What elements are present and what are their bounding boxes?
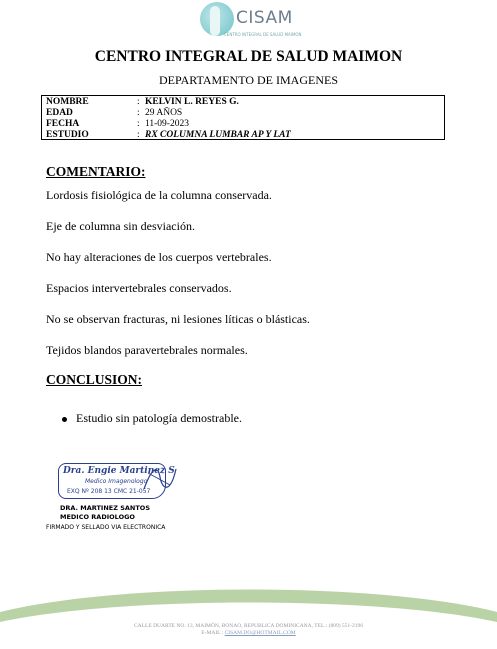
patient-key: NOMBRE <box>46 97 89 107</box>
patient-value: 11-09-2023 <box>145 119 189 129</box>
patient-value: 29 AÑOS <box>145 108 183 118</box>
footer-email-line <box>0 630 497 636</box>
cisam-logo <box>196 2 306 44</box>
comment-line: Espacios intervertebrales conservados. <box>46 281 232 295</box>
signature-stamp <box>52 459 180 501</box>
patient-separator: : <box>137 97 140 107</box>
stamp-line-ids: EXQ Nº 208 13 CMC 21-057 <box>67 488 151 495</box>
stamp-line-role: Medico Imagenologo <box>85 478 148 485</box>
conclusion-text: Estudio sin patología demostrable. <box>76 411 242 425</box>
bullet-dot-icon <box>62 417 67 422</box>
comment-line: Lordosis fisiológica de la columna conservada. <box>46 188 272 202</box>
signature-role: MEDICO RADIOLOGO <box>60 513 135 521</box>
footer-email-label: E-MAIL : <box>201 630 225 636</box>
stamp-line-name: Dra. Engie Martinez S <box>63 466 175 476</box>
department-name: DEPARTAMENTO DE IMAGENES <box>159 73 338 87</box>
patient-separator: : <box>137 130 140 140</box>
footer-email-link[interactable]: CISAM.DO@HOTMAIL.COM <box>224 630 296 636</box>
signature-name: DRA. MARTINEZ SANTOS <box>60 504 150 512</box>
comment-heading: COMENTARIO: <box>46 164 146 179</box>
logo-figure-icon <box>210 6 220 36</box>
patient-value: KELVIN L. REYES G. <box>145 97 239 107</box>
conclusion-bullet <box>62 411 242 426</box>
footer-green-band <box>0 582 497 649</box>
document-title: CENTRO INTEGRAL DE SALUD MAIMON <box>94 48 403 65</box>
patient-value: RX COLUMNA LUMBAR AP Y LAT <box>145 130 291 140</box>
patient-info-box <box>41 95 445 140</box>
patient-key: FECHA <box>46 119 80 129</box>
patient-key: EDAD <box>46 108 73 118</box>
comment-line: Eje de columna sin desviación. <box>46 219 195 233</box>
patient-separator: : <box>137 119 140 129</box>
conclusion-heading: CONCLUSION: <box>46 372 143 387</box>
comment-line: No se observan fracturas, ni lesiones líticas o blásticas. <box>46 312 310 326</box>
patient-separator: : <box>137 108 140 118</box>
comment-line: No hay alteraciones de los cuerpos vertebrales. <box>46 250 272 264</box>
comment-line: Tejidos blandos paravertebrales normales. <box>46 343 248 357</box>
signature-note: FIRMADO Y SELLADO VIA ELECTRONICA <box>46 524 166 531</box>
footer-address: CALLE DUARTE NO. 13, MAIMÓN, BONAO, REPUBLICA DOMINICANA, TEL.: (809) 551-2196 <box>133 623 364 629</box>
signature-scribble-icon <box>140 459 180 501</box>
logo-name: CISAM <box>236 8 293 28</box>
logo-tagline: CENTRO INTEGRAL DE SALUD MAIMON <box>224 32 302 37</box>
patient-key: ESTUDIO <box>46 130 89 140</box>
